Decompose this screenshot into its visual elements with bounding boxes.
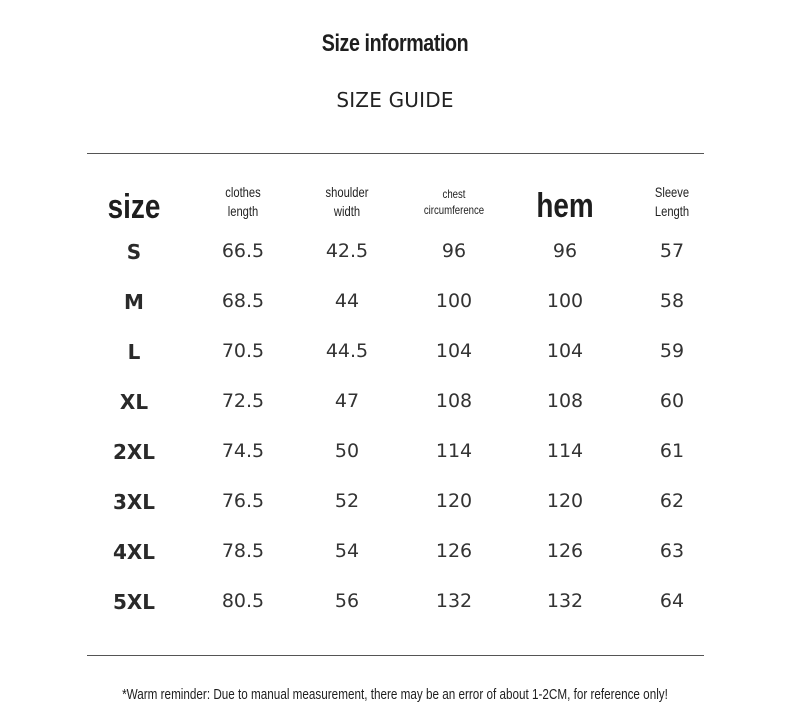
table-row [87,240,704,270]
column-header-line: Sleeve [654,184,690,200]
table-cell: 44 [334,290,360,312]
table-row [87,390,704,420]
table-cell: 120 [435,490,473,512]
table-cell: 126 [546,540,584,562]
bottom-divider [87,655,704,656]
table-cell: 42.5 [325,240,369,262]
table-cell: 68.5 [221,290,265,312]
table-row [87,490,704,520]
table-cell: 108 [546,390,584,412]
table-cell: 44.5 [325,340,369,362]
page-subtitle: SIZE GUIDE [336,88,454,112]
table-cell: 100 [435,290,473,312]
table-cell: 126 [435,540,473,562]
table-cell: 108 [435,390,473,412]
column-header-line: clothes [225,184,261,200]
table-cell: 104 [546,340,584,362]
table-cell: 72.5 [221,390,265,412]
table-cell: 132 [546,590,584,612]
table-cell: 56 [334,590,360,612]
table-cell: 66.5 [221,240,265,262]
table-cell: 96 [441,240,467,262]
table-cell: 47 [334,390,360,412]
table-cell: 74.5 [221,440,265,462]
size-label: XL [119,390,149,414]
column-header-line: circumference [423,203,485,217]
table-cell: 57 [659,240,685,262]
column-header-line: hem [536,187,594,225]
table-row [87,340,704,370]
table-row [87,290,704,320]
table-cell: 54 [334,540,360,562]
table-cell: 62 [659,490,685,512]
column-header-line: shoulder [325,184,369,200]
size-label: 2XL [112,440,156,464]
table-cell: 104 [435,340,473,362]
size-label: S [126,240,142,264]
size-label: 4XL [112,540,156,564]
table-cell: 80.5 [221,590,265,612]
table-cell: 64 [659,590,685,612]
column-header-line: size [107,188,161,226]
table-cell: 114 [546,440,584,462]
size-label: L [127,340,141,364]
column-header-line: length [227,203,259,219]
table-row [87,540,704,570]
page-title: Size information [321,30,469,57]
table-cell: 78.5 [221,540,265,562]
table-cell: 61 [659,440,685,462]
column-header-line: chest [442,187,466,201]
size-label: M [124,290,144,314]
table-cell: 50 [334,440,360,462]
column-header-line: Length [654,203,690,219]
table-cell: 52 [334,490,360,512]
column-header [225,183,260,221]
column-header [108,188,161,227]
table-cell: 59 [659,340,685,362]
size-label: 5XL [112,590,156,614]
column-header-line: width [333,203,361,219]
table-cell: 63 [659,540,685,562]
table-cell: 96 [552,240,578,262]
column-header [536,187,593,226]
table-cell: 70.5 [221,340,265,362]
table-header-row [87,170,704,234]
warm-reminder-note: *Warm reminder: Due to manual measurement, there may be an error of about 1-2CM, for reference only! [122,686,668,703]
size-label: 3XL [112,490,156,514]
table-cell: 58 [659,290,685,312]
table-cell: 100 [546,290,584,312]
table-cell: 114 [435,440,473,462]
table-cell: 76.5 [221,490,265,512]
column-header [326,183,369,221]
table-cell: 132 [435,590,473,612]
table-row [87,590,704,620]
top-divider [87,153,704,154]
column-header [424,186,484,218]
column-header [655,183,689,221]
table-cell: 60 [659,390,685,412]
table-row [87,440,704,470]
table-cell: 120 [546,490,584,512]
